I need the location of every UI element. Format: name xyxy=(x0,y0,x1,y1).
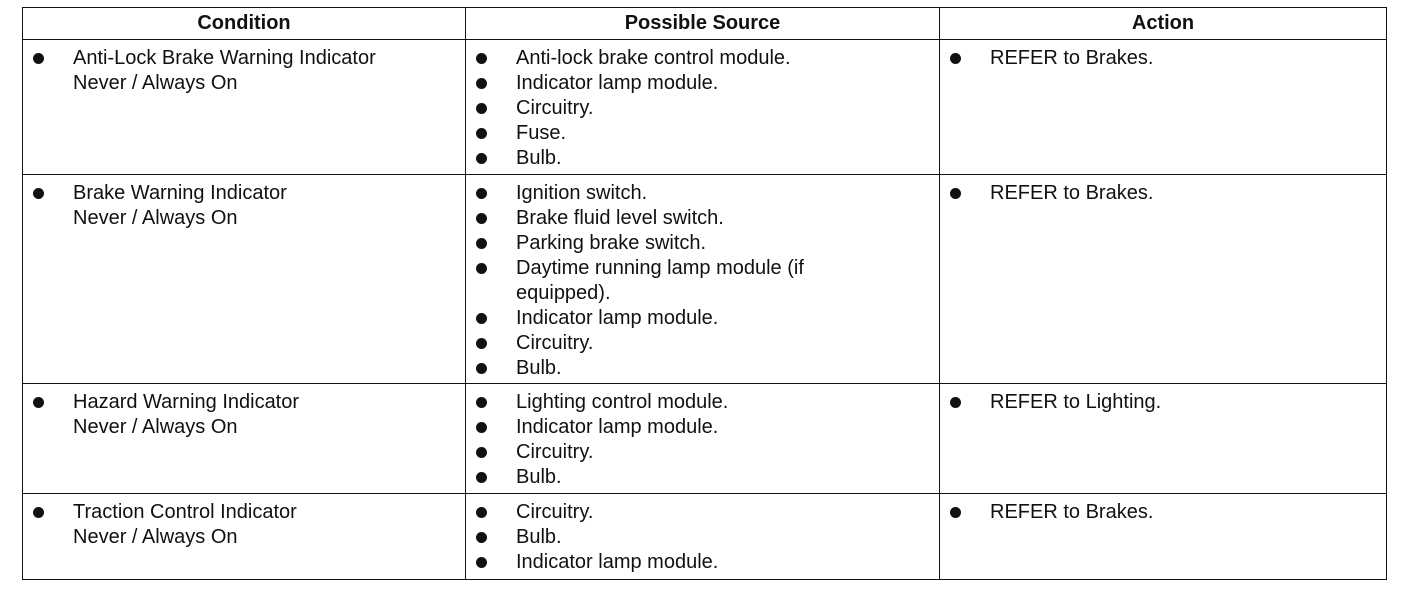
source-text: Bulb. xyxy=(516,466,562,488)
list-item xyxy=(948,500,1378,525)
header-action: Action xyxy=(940,8,1387,40)
bullet-icon xyxy=(33,53,44,64)
source-text: Bulb. xyxy=(516,147,562,169)
action-text: REFER to Brakes. xyxy=(990,47,1154,69)
bullet-icon xyxy=(476,532,487,543)
source-text: Brake fluid level switch. xyxy=(516,207,724,229)
source-text: Parking brake switch. xyxy=(516,232,707,254)
table-row xyxy=(23,175,1387,384)
bullet-icon xyxy=(476,103,487,114)
bullet-icon xyxy=(33,397,44,408)
bullet-icon xyxy=(476,447,487,458)
source-text: Circuitry. xyxy=(516,441,594,463)
list-item xyxy=(474,206,931,231)
header-condition: Condition xyxy=(23,8,466,40)
header-possible-source: Possible Source xyxy=(466,8,940,40)
list-item xyxy=(474,121,931,146)
list-item xyxy=(474,525,931,550)
list-item xyxy=(948,390,1378,415)
action-cell xyxy=(940,40,1387,175)
possible-source-cell xyxy=(466,384,940,494)
source-text: Indicator lamp module. xyxy=(516,72,719,94)
list-item xyxy=(948,46,1378,71)
condition-cell xyxy=(23,175,466,384)
bullet-icon xyxy=(950,397,961,408)
condition-text: Anti-Lock Brake Warning Indicator Never / Always On xyxy=(73,47,376,94)
list-item xyxy=(31,46,457,96)
source-text: Daytime running lamp module (if equipped). xyxy=(516,257,804,304)
list-item xyxy=(474,46,931,71)
list-item xyxy=(31,181,457,231)
source-text: Circuitry. xyxy=(516,332,594,354)
source-text: Bulb. xyxy=(516,526,562,548)
list-item xyxy=(474,71,931,96)
source-text: Lighting control module. xyxy=(516,391,729,413)
list-item xyxy=(474,231,931,256)
condition-cell xyxy=(23,40,466,175)
bullet-icon xyxy=(950,507,961,518)
list-item xyxy=(474,306,931,331)
source-text: Fuse. xyxy=(516,122,567,144)
list-item xyxy=(474,440,931,465)
condition-text: Hazard Warning Indicator Never / Always On xyxy=(73,391,300,438)
bullet-icon xyxy=(476,128,487,139)
condition-text: Brake Warning Indicator Never / Always On xyxy=(73,182,287,229)
header-row xyxy=(23,8,1387,40)
bullet-icon xyxy=(950,53,961,64)
bullet-icon xyxy=(476,213,487,224)
condition-cell xyxy=(23,494,466,580)
bullet-icon xyxy=(476,363,487,374)
source-text: Anti-lock brake control module. xyxy=(516,47,791,69)
bullet-icon xyxy=(476,153,487,164)
source-text: Indicator lamp module. xyxy=(516,551,719,573)
list-item xyxy=(474,146,931,171)
bullet-icon xyxy=(476,313,487,324)
bullet-icon xyxy=(476,53,487,64)
bullet-icon xyxy=(476,507,487,518)
bullet-icon xyxy=(950,188,961,199)
action-text: REFER to Brakes. xyxy=(990,501,1154,523)
action-text: REFER to Brakes. xyxy=(990,182,1154,204)
bullet-icon xyxy=(476,188,487,199)
condition-cell xyxy=(23,384,466,494)
list-item xyxy=(948,181,1378,206)
action-cell xyxy=(940,384,1387,494)
bullet-icon xyxy=(476,238,487,249)
list-item xyxy=(474,96,931,121)
source-text: Ignition switch. xyxy=(516,182,648,204)
source-text: Bulb. xyxy=(516,357,562,379)
list-item xyxy=(31,390,457,440)
list-item xyxy=(474,356,931,381)
action-cell xyxy=(940,494,1387,580)
condition-text: Traction Control Indicator Never / Always On xyxy=(73,501,297,548)
diagnosis-table xyxy=(22,7,1387,580)
bullet-icon xyxy=(476,397,487,408)
list-item xyxy=(474,256,931,306)
action-cell xyxy=(940,175,1387,384)
source-text: Circuitry. xyxy=(516,501,594,523)
list-item xyxy=(474,390,931,415)
list-item xyxy=(474,550,931,575)
table-row xyxy=(23,494,1387,580)
list-item xyxy=(474,181,931,206)
possible-source-cell xyxy=(466,175,940,384)
source-text: Circuitry. xyxy=(516,97,594,119)
bullet-icon xyxy=(476,557,487,568)
list-item xyxy=(474,465,931,490)
bullet-icon xyxy=(476,338,487,349)
bullet-icon xyxy=(33,188,44,199)
bullet-icon xyxy=(476,472,487,483)
bullet-icon xyxy=(33,507,44,518)
possible-source-cell xyxy=(466,40,940,175)
possible-source-cell xyxy=(466,494,940,580)
list-item xyxy=(31,500,457,550)
list-item xyxy=(474,331,931,356)
bullet-icon xyxy=(476,263,487,274)
table-row xyxy=(23,40,1387,175)
bullet-icon xyxy=(476,78,487,89)
bullet-icon xyxy=(476,422,487,433)
list-item xyxy=(474,415,931,440)
source-text: Indicator lamp module. xyxy=(516,416,719,438)
list-item xyxy=(474,500,931,525)
table-row xyxy=(23,384,1387,494)
source-text: Indicator lamp module. xyxy=(516,307,719,329)
action-text: REFER to Lighting. xyxy=(990,391,1162,413)
